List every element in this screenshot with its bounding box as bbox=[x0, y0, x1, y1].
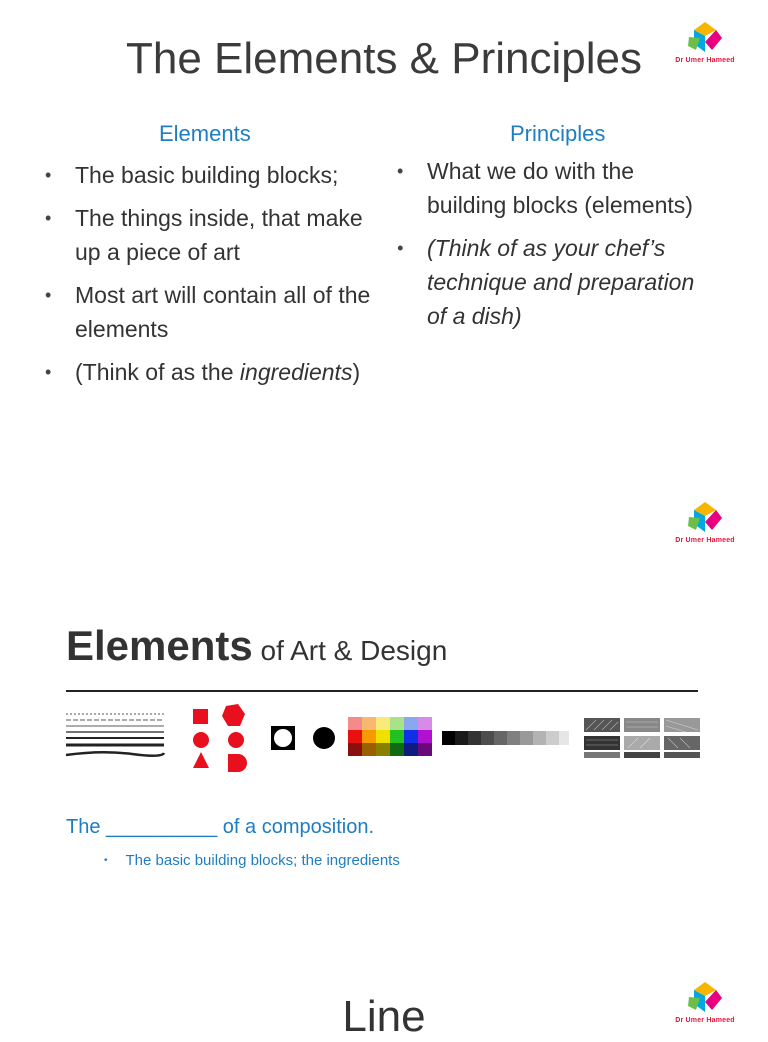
elements-heading: Elements bbox=[159, 121, 251, 146]
color-grid bbox=[348, 717, 432, 756]
logo-text: Dr Umer Hameed bbox=[675, 57, 735, 64]
principles-heading: Principles bbox=[510, 121, 606, 146]
logo-icon bbox=[686, 20, 724, 56]
shapes-sample bbox=[193, 704, 247, 772]
slide3-title: Line bbox=[342, 992, 426, 1041]
logo bbox=[660, 20, 750, 64]
elements-list bbox=[45, 158, 375, 398]
slide2-title-bold: Elements bbox=[66, 622, 253, 669]
lines-sample bbox=[66, 714, 164, 756]
title-underline bbox=[66, 690, 698, 692]
list-item: • The basic building blocks; bbox=[45, 158, 375, 192]
form-sample bbox=[271, 726, 335, 750]
list-item bbox=[45, 355, 375, 389]
logo bbox=[660, 500, 750, 544]
texture-sample bbox=[584, 718, 700, 758]
list-item-suffix: ) bbox=[352, 359, 361, 385]
slide2-title bbox=[66, 622, 447, 670]
logo-text: Dr Umer Hameed bbox=[675, 1017, 735, 1024]
bullet-dot: • bbox=[104, 855, 108, 866]
logo-icon bbox=[686, 500, 724, 536]
sub-bullet bbox=[104, 852, 400, 869]
sub-bullet-text: The basic building blocks; the ingredients bbox=[125, 852, 400, 869]
list-item: • (Think of as your chef’s technique and preparation of a dish) bbox=[397, 231, 717, 333]
logo-text: Dr Umer Hameed bbox=[675, 537, 735, 544]
principles-list bbox=[397, 154, 717, 342]
list-item: • What we do with the building blocks (elements) bbox=[397, 154, 717, 222]
fill-in-blank-line: The __________ of a composition. bbox=[66, 816, 374, 838]
elements-illustration bbox=[62, 700, 702, 776]
value-scale bbox=[442, 731, 569, 745]
list-item-prefix: (Think of as the bbox=[75, 359, 240, 385]
list-item-emphasis: ingredients bbox=[239, 359, 353, 385]
slide2-title-rest: of Art & Design bbox=[252, 635, 448, 666]
slide1-title: The Elements & Principles bbox=[126, 34, 642, 83]
list-item: • The things inside, that make up a piece of art bbox=[45, 201, 375, 269]
list-item: • Most art will contain all of the elements bbox=[45, 278, 375, 346]
